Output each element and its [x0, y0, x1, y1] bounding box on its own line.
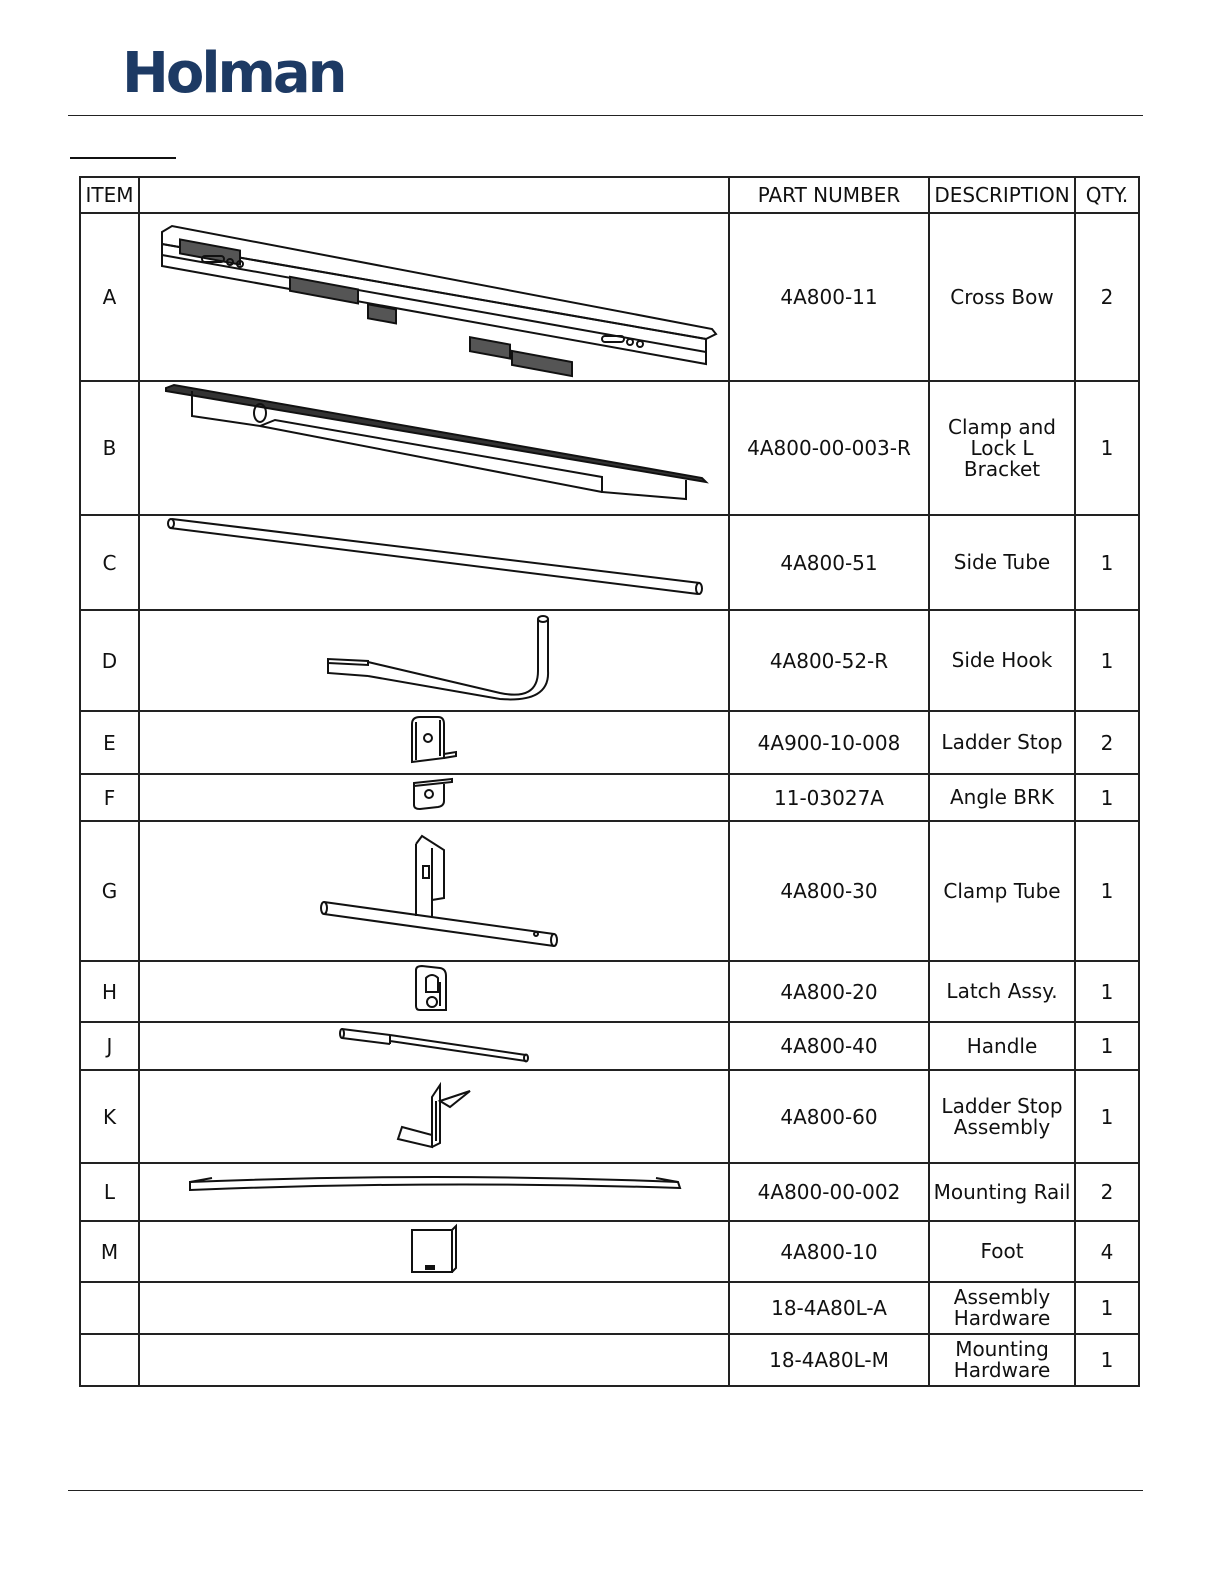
part-image-cell: [139, 1163, 729, 1221]
part-description: Cross Bow: [929, 213, 1075, 381]
header-divider: [68, 115, 1143, 116]
part-description: Foot: [929, 1221, 1075, 1282]
part-image-cell: [139, 711, 729, 774]
part-quantity: 4: [1075, 1221, 1139, 1282]
part-quantity: 1: [1075, 821, 1139, 961]
part-image-cell: [139, 1221, 729, 1282]
part-quantity: 2: [1075, 1163, 1139, 1221]
part-description: Mounting Hardware: [929, 1334, 1075, 1386]
part-description: Clamp Tube: [929, 821, 1075, 961]
part-number: 4A800-10: [729, 1221, 929, 1282]
item-letter: M: [80, 1221, 139, 1282]
handle-drawing: [140, 1023, 730, 1069]
part-image-cell: [139, 1334, 729, 1386]
table-row: [80, 515, 1139, 610]
latch-drawing: [140, 962, 730, 1021]
part-number: 4A800-52-R: [729, 610, 929, 711]
table-row: [80, 1022, 1139, 1070]
part-description: Angle BRK: [929, 774, 1075, 821]
side-hook-drawing: [140, 611, 730, 710]
item-letter: H: [80, 961, 139, 1022]
part-description: Ladder Stop: [929, 711, 1075, 774]
part-image-cell: [139, 610, 729, 711]
ladder-stop-assembly-drawing: [140, 1071, 730, 1162]
item-letter: A: [80, 213, 139, 381]
part-image-cell: [139, 821, 729, 961]
part-quantity: 2: [1075, 213, 1139, 381]
part-number: 4A800-51: [729, 515, 929, 610]
item-letter: [80, 1334, 139, 1386]
table-row: [80, 961, 1139, 1022]
item-letter: [80, 1282, 139, 1334]
part-quantity: 1: [1075, 381, 1139, 515]
column-header-item: ITEM: [80, 177, 139, 213]
part-description: Assembly Hardware: [929, 1282, 1075, 1334]
part-number: 4A800-60: [729, 1070, 929, 1163]
part-quantity: 1: [1075, 1282, 1139, 1334]
table-row: [80, 711, 1139, 774]
mounting-rail-drawing: [140, 1164, 730, 1220]
part-image-cell: [139, 515, 729, 610]
part-image-cell: [139, 1282, 729, 1334]
column-header-qty: QTY.: [1075, 177, 1139, 213]
l-bracket-drawing: [140, 382, 730, 514]
item-letter: K: [80, 1070, 139, 1163]
part-quantity: 1: [1075, 1334, 1139, 1386]
table-row: [80, 1221, 1139, 1282]
part-number: 18-4A80L-M: [729, 1334, 929, 1386]
table-row: [80, 821, 1139, 961]
part-description: Mounting Rail: [929, 1163, 1075, 1221]
part-number: 11-03027A: [729, 774, 929, 821]
part-number: 4A800-00-003-R: [729, 381, 929, 515]
table-row: [80, 213, 1139, 381]
table-row: [80, 1282, 1139, 1334]
holman-logo: Holman: [122, 41, 345, 106]
item-letter: E: [80, 711, 139, 774]
part-image-cell: [139, 1022, 729, 1070]
table-row: [80, 381, 1139, 515]
part-description: Latch Assy.: [929, 961, 1075, 1022]
column-header-image: [139, 177, 729, 213]
part-quantity: 2: [1075, 711, 1139, 774]
part-quantity: 1: [1075, 1070, 1139, 1163]
part-number: 4A800-00-002: [729, 1163, 929, 1221]
column-header-part-number: PART NUMBER: [729, 177, 929, 213]
part-description: Handle: [929, 1022, 1075, 1070]
table-row: [80, 1163, 1139, 1221]
column-header-description: DESCRIPTION: [929, 177, 1075, 213]
item-letter: D: [80, 610, 139, 711]
part-number: 4A900-10-008: [729, 711, 929, 774]
footer-divider: [68, 1490, 1143, 1491]
part-number: 4A800-20: [729, 961, 929, 1022]
part-image-cell: [139, 774, 729, 821]
ladder-stop-drawing: [140, 712, 730, 773]
part-quantity: 1: [1075, 610, 1139, 711]
part-description: Ladder Stop Assembly: [929, 1070, 1075, 1163]
clamp-tube-drawing: [140, 822, 730, 960]
part-image-cell: [139, 1070, 729, 1163]
angle-bracket-drawing: [140, 775, 730, 820]
part-number: 18-4A80L-A: [729, 1282, 929, 1334]
part-quantity: 1: [1075, 774, 1139, 821]
part-image-cell: [139, 381, 729, 515]
table-row: [80, 610, 1139, 711]
parts-list-table: [79, 176, 1140, 1387]
part-image-cell: [139, 213, 729, 381]
cross-bow-drawing: [140, 214, 730, 380]
part-description: Side Hook: [929, 610, 1075, 711]
item-letter: B: [80, 381, 139, 515]
table-row: [80, 774, 1139, 821]
part-number: 4A800-11: [729, 213, 929, 381]
part-quantity: 1: [1075, 1022, 1139, 1070]
side-tube-drawing: [140, 516, 730, 609]
item-letter: J: [80, 1022, 139, 1070]
table-row: [80, 1070, 1139, 1163]
item-letter: C: [80, 515, 139, 610]
table-row: [80, 1334, 1139, 1386]
foot-drawing: [140, 1222, 730, 1281]
part-description: Side Tube: [929, 515, 1075, 610]
part-quantity: 1: [1075, 961, 1139, 1022]
item-letter: L: [80, 1163, 139, 1221]
part-quantity: 1: [1075, 515, 1139, 610]
part-number: 4A800-30: [729, 821, 929, 961]
part-image-cell: [139, 961, 729, 1022]
item-letter: G: [80, 821, 139, 961]
table-header-row: [80, 177, 1139, 213]
section-underline: [70, 157, 176, 159]
part-number: 4A800-40: [729, 1022, 929, 1070]
part-description: Clamp and Lock L Bracket: [929, 381, 1075, 515]
item-letter: F: [80, 774, 139, 821]
